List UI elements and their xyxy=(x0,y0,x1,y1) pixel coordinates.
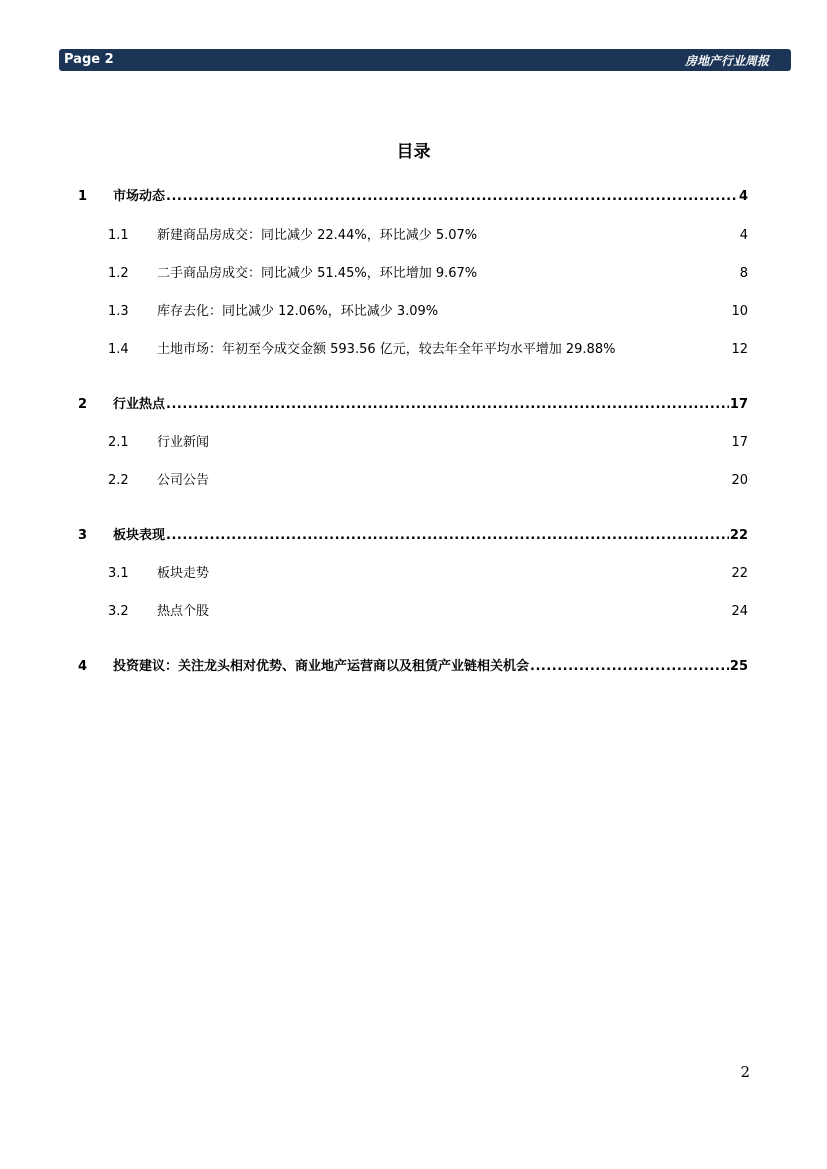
toc-item-number: 2.1 xyxy=(108,435,129,450)
toc-item-title: 行业新闻 xyxy=(157,435,210,450)
toc-item-1-3[interactable] xyxy=(0,302,827,322)
toc-item-2-1[interactable] xyxy=(0,433,827,453)
toc-section-3[interactable] xyxy=(0,526,827,546)
toc-item-page: 12 xyxy=(731,342,748,357)
header-bar xyxy=(59,49,791,71)
toc-section-2[interactable] xyxy=(0,395,827,415)
toc-item-title: 库存去化：同比减少 12.06%，环比减少 3.09% xyxy=(157,304,439,319)
toc-item-title: 板块走势 xyxy=(157,566,210,581)
toc-item-3-1[interactable] xyxy=(0,564,827,584)
toc-section-number: 3 xyxy=(78,528,88,543)
toc-section-page: 17 xyxy=(729,397,748,412)
toc-item-page: 22 xyxy=(731,566,748,581)
toc-item-3-2[interactable] xyxy=(0,602,827,622)
header-report-title: 房地产行业周报 xyxy=(684,54,769,68)
toc-item-number: 1.4 xyxy=(108,342,129,357)
toc-dot-leader xyxy=(166,395,729,415)
toc-item-number: 3.1 xyxy=(108,566,129,581)
toc-item-title: 二手商品房成交：同比减少 51.45%，环比增加 9.67% xyxy=(157,266,478,281)
toc-item-page: 17 xyxy=(731,435,748,450)
toc-section-page: 4 xyxy=(738,189,748,204)
toc-item-page: 4 xyxy=(739,228,748,243)
page-number: 2 xyxy=(740,1063,750,1081)
toc-section-4[interactable] xyxy=(0,657,827,677)
toc-item-title: 公司公告 xyxy=(157,473,210,488)
toc-item-1-2[interactable] xyxy=(0,264,827,284)
toc-item-number: 3.2 xyxy=(108,604,129,619)
toc-section-1[interactable] xyxy=(0,187,827,207)
toc-section-number: 1 xyxy=(78,189,88,204)
toc-section-title: 市场动态 xyxy=(113,189,166,204)
toc-section-title: 板块表现 xyxy=(113,528,166,543)
toc-section-title: 投资建议：关注龙头相对优势、商业地产运营商以及租赁产业链相关机会 xyxy=(113,659,530,674)
toc-item-page: 8 xyxy=(739,266,748,281)
toc-dot-leader xyxy=(530,657,729,677)
toc-item-title: 热点个股 xyxy=(157,604,210,619)
toc-section-page: 22 xyxy=(729,528,748,543)
toc-item-number: 2.2 xyxy=(108,473,129,488)
toc-item-number: 1.1 xyxy=(108,228,129,243)
header-page-label: Page 2 xyxy=(64,52,114,67)
toc-item-page: 20 xyxy=(731,473,748,488)
toc-section-number: 4 xyxy=(78,659,88,674)
toc-dot-leader xyxy=(166,187,738,207)
toc-item-number: 1.2 xyxy=(108,266,129,281)
toc-item-title: 新建商品房成交：同比减少 22.44%，环比减少 5.07% xyxy=(157,228,478,243)
toc-title: 目录 xyxy=(396,142,431,162)
toc-section-page: 25 xyxy=(729,659,748,674)
toc-dot-leader xyxy=(166,526,729,546)
toc-section-number: 2 xyxy=(78,397,88,412)
toc-item-page: 24 xyxy=(731,604,748,619)
toc-item-2-2[interactable] xyxy=(0,471,827,491)
toc-item-page: 10 xyxy=(731,304,748,319)
toc-item-title: 土地市场：年初至今成交金额 593.56 亿元，较去年全年平均水平增加 29.88% xyxy=(157,342,616,357)
toc-item-number: 1.3 xyxy=(108,304,129,319)
toc-section-title: 行业热点 xyxy=(113,397,166,412)
toc-item-1-1[interactable] xyxy=(0,226,827,246)
toc-item-1-4[interactable] xyxy=(0,340,827,360)
